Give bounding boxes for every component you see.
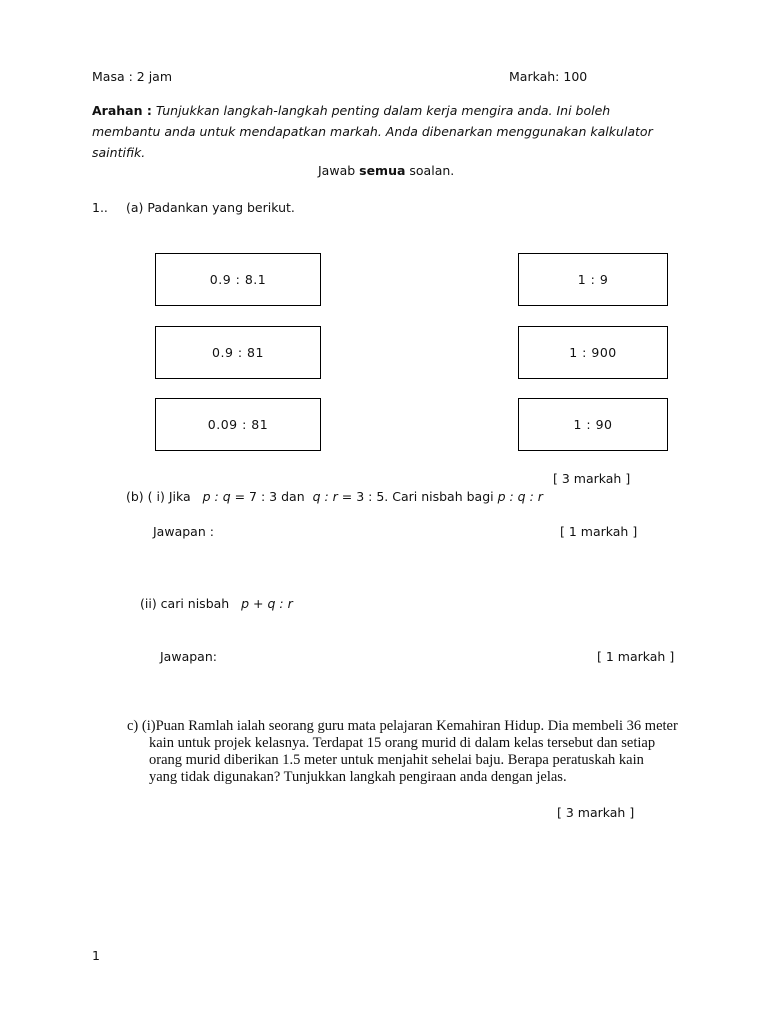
right-ratio-box-3[interactable]: 1 : 90 [518,398,668,451]
question-1b-i-marks: [ 1 markah ] [560,524,638,539]
question-1c-line-2: kain untuk projek kelasnya. Terdapat 15 orang murid di dalam kelas tersebut dan setiap [149,735,656,751]
question-1c-line-1: c) (i)Puan Ramlah ialah seorang guru mata pelajaran Kemahiran Hidup. Dia membeli 36 meter [127,718,678,734]
question-1b-i-prompt: (b) ( i) Jika p : q = 7 : 3 dan q : r = 3 : 5. Cari nisbah bagi p : q : r [126,489,543,504]
page-number: 1 [92,948,100,963]
question-number: 1.. [92,200,108,215]
question-1c-line-3: orang murid diberikan 1.5 meter untuk menjahit sehelai baju. Berapa peratuskah kain [149,752,644,768]
answer-all-instruction: Jawab semua soalan. [318,163,455,178]
answer-label-1b-ii: Jawapan: [160,649,217,664]
right-ratio-box-1[interactable]: 1 : 9 [518,253,668,306]
total-marks: Markah: 100 [509,69,588,84]
instructions-label: Arahan : [92,103,152,118]
question-1c-i-prompt [127,718,678,786]
question-1a-prompt: (a) Padankan yang berikut. [126,200,295,215]
instructions-line-3: saintifik. [92,145,146,160]
question-1a-marks: [ 3 markah ] [553,471,631,486]
left-ratio-box-3[interactable]: 0.09 : 81 [155,398,321,451]
left-ratio-box-2[interactable]: 0.9 : 81 [155,326,321,379]
question-1b-ii-prompt: (ii) cari nisbah p + q : r [140,596,293,611]
question-1c-marks: [ 3 markah ] [557,805,635,820]
right-ratio-box-2[interactable]: 1 : 900 [518,326,668,379]
answer-label-1b-i: Jawapan : [153,524,214,539]
question-1c-line-4: yang tidak digunakan? Tunjukkan langkah pengiraan anda dengan jelas. [149,769,567,785]
instructions [92,100,653,163]
instructions-line-1: Tunjukkan langkah-langkah penting dalam kerja mengira anda. Ini boleh [155,103,611,118]
exam-duration: Masa : 2 jam [92,69,173,84]
question-1b-ii-marks: [ 1 markah ] [597,649,675,664]
instructions-line-2: membantu anda untuk mendapatkan markah. Anda dibenarkan menggunakan kalkulator [92,124,653,139]
left-ratio-box-1[interactable]: 0.9 : 8.1 [155,253,321,306]
